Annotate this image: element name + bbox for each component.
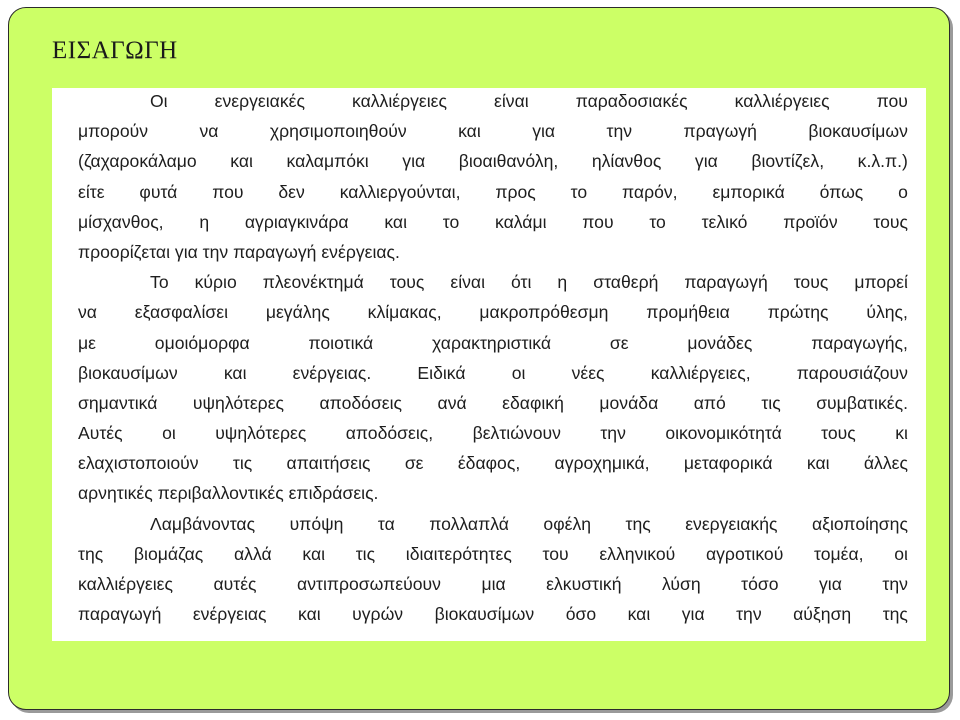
text-line: μπορούν να χρησιμοποιηθούν και για την πραγωγή βιοκαυσίμων [78, 121, 908, 142]
paragraph-lines [78, 88, 908, 629]
text-line: αρνητικές περιβαλλοντικές επιδράσεις. [78, 483, 379, 504]
text-line: να εξασφαλίσει μεγάλης κλίμακας, μακροπρόθεσμη προμήθεια πρώτης ύλης, [78, 302, 908, 323]
text-line: Αυτές οι υψηλότερες αποδόσεις, βελτιώνουν την οικονομικότητά τους κι [78, 423, 908, 444]
text-line: βιοκαυσίμων και ενέργειας. Ειδικά οι νέες καλλιέργειες, παρουσιάζουν [78, 362, 908, 383]
text-line: Λαμβάνοντας υπόψη τα πολλαπλά οφέλη της ενεργειακής αξιοποίησης [150, 513, 908, 534]
slide-title: ΕΙΣΑΓΩΓΗ [52, 37, 178, 64]
text-line: παραγωγή ενέργειας και υγρών βιοκαυσίμων όσο και για την αύξηση της [78, 604, 908, 625]
text-line: μίσχανθος, η αγριαγκινάρα και το καλάμι που το τελικό προϊόν τους [78, 211, 908, 232]
text-line: είτε φυτά που δεν καλλιεργούνται, προς το παρόν, εμπορικά όπως ο [78, 181, 908, 202]
text-line: ελαχιστοποιούν τις απαιτήσεις σε έδαφος, αγροχημικά, μεταφορικά και άλλες [78, 453, 908, 474]
scanned-text-image [52, 88, 926, 641]
text-line: καλλιέργειες αυτές αντιπροσωπεύουν μια ελκυστική λύση τόσο για την [78, 574, 908, 594]
text-line: σημαντικά υψηλότερες αποδόσεις ανά εδαφική μονάδα από τις συμβατικές. [78, 392, 908, 413]
text-line: με ομοιόμορφα ποιοτικά χαρακτηριστικά σε μονάδες παραγωγής, [78, 332, 908, 353]
text-line: Το κύριο πλεονέκτημά τους είναι ότι η σταθερή παραγωγή τους μπορεί [150, 272, 908, 293]
text-line: της βιομάζας αλλά και τις ιδιαιτερότητες του ελληνικού αγροτικού τομέα, οι [78, 543, 908, 564]
text-line: (ζαχαροκάλαμο και καλαμπόκι για βιοαιθανόλη, ηλίανθος για βιοντίζελ, κ.λ.π.) [78, 151, 908, 172]
text-line: προορίζεται για την παραγωγή ενέργειας. [78, 241, 400, 262]
text-line: Οι ενεργειακές καλλιέργειες είναι παραδοσιακές καλλιέργειες που [150, 91, 908, 111]
